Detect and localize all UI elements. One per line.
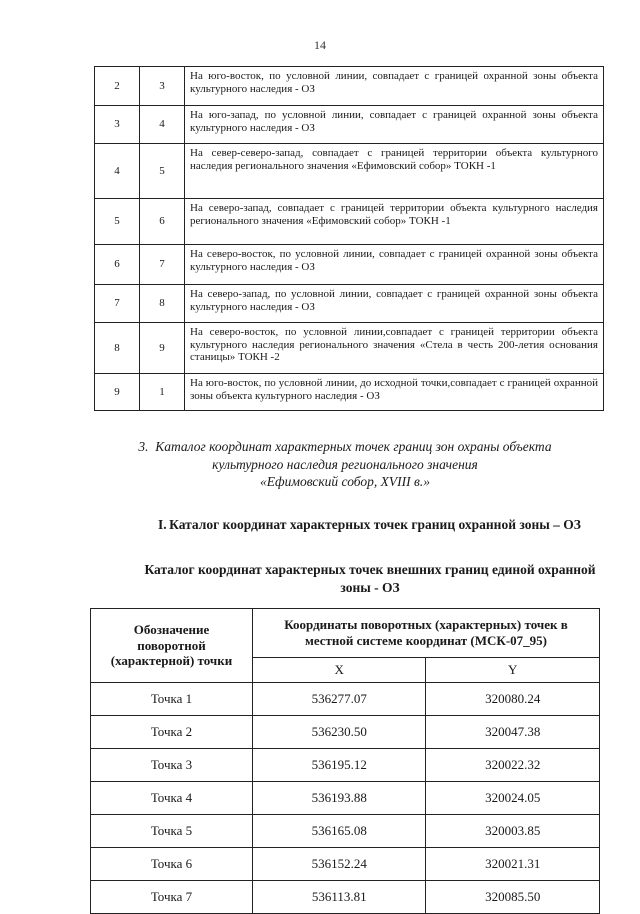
table-row [91, 848, 600, 881]
point-name: Точка 6 [91, 848, 253, 881]
segment-to: 7 [140, 245, 185, 285]
boundary-segments-table [94, 66, 604, 411]
coord-y: 320003.85 [426, 815, 600, 848]
segment-description: На юго-восток, по условной линии, до исходной точки,совпадает с границей охранной зоны объекта культурного наследия - ОЗ [185, 374, 604, 411]
coord-x: 536193.88 [253, 782, 426, 815]
segment-to: 8 [140, 285, 185, 323]
segment-description: На юго-восток, по условной линии, совпадает с границей охранной зоны объекта культурного наследия - ОЗ [185, 67, 604, 106]
segment-from: 9 [95, 374, 140, 411]
segment-from: 8 [95, 323, 140, 374]
section-title-line: культурного наследия регионального значения [212, 456, 478, 472]
coord-y: 320047.38 [426, 716, 600, 749]
segment-description: На северо-запад, совпадает с границей территории объекта культурного наследия регионального значения «Ефимовский собор» ТОКН -1 [185, 199, 604, 245]
point-name: Точка 4 [91, 782, 253, 815]
table-row [91, 683, 600, 716]
table-row [95, 374, 604, 411]
point-name: Точка 3 [91, 749, 253, 782]
segment-from: 5 [95, 199, 140, 245]
table-row [95, 106, 604, 144]
subsection-number: I. [158, 517, 167, 532]
coord-y: 320021.31 [426, 848, 600, 881]
coord-x: 536152.24 [253, 848, 426, 881]
subsection-heading [150, 516, 600, 534]
segment-from: 3 [95, 106, 140, 144]
segment-description: На север-северо-запад, совпадает с границей территории объекта культурного наследия регионального значения «Ефимовский собор» ТОКН -1 [185, 144, 604, 199]
segment-from: 7 [95, 285, 140, 323]
segment-to: 9 [140, 323, 185, 374]
segment-description: На юго-запад, по условной линии, совпадает с границей охранной зоны объекта культурного наследия - ОЗ [185, 106, 604, 144]
coord-x: 536113.81 [253, 881, 426, 914]
segment-to: 1 [140, 374, 185, 411]
segment-to: 4 [140, 106, 185, 144]
point-name: Точка 2 [91, 716, 253, 749]
coord-y: 320085.50 [426, 881, 600, 914]
segment-to: 6 [140, 199, 185, 245]
coord-y: 320024.05 [426, 782, 600, 815]
segment-to: 5 [140, 144, 185, 199]
point-name: Точка 5 [91, 815, 253, 848]
table-row [91, 716, 600, 749]
column-header-coordinates: Координаты поворотных (характерных) точек в местной системе координат (МСК-07_95) [253, 609, 600, 658]
section-title-line: «Ефимовский собор, XVIII в.» [260, 474, 430, 490]
table-row [95, 144, 604, 199]
section-title-line [90, 438, 600, 456]
column-header-point: Обозначение поворотной (характерной) точки [91, 609, 253, 683]
point-name: Точка 1 [91, 683, 253, 716]
column-header-y: Y [426, 658, 600, 683]
table-row [95, 67, 604, 106]
section-title-text: Каталог координат характерных точек границ зон охраны объекта [155, 439, 552, 454]
table-row [95, 285, 604, 323]
point-name: Точка 7 [91, 881, 253, 914]
section-number: 3. [138, 439, 149, 454]
segment-from: 6 [95, 245, 140, 285]
segment-to: 3 [140, 67, 185, 106]
table-row [95, 245, 604, 285]
table-row [91, 749, 600, 782]
coord-x: 536230.50 [253, 716, 426, 749]
coord-x: 536195.12 [253, 749, 426, 782]
coord-x: 536277.07 [253, 683, 426, 716]
table-row [91, 881, 600, 914]
segment-description: На северо-восток, по условной линии,совпадает с границей территории объекта культурного наследия регионального значения «Стела в честь 200-летия основания станицы» ТОКН -2 [185, 323, 604, 374]
section-title [90, 438, 600, 491]
table-row [91, 782, 600, 815]
coord-x: 536165.08 [253, 815, 426, 848]
coord-y: 320080.24 [426, 683, 600, 716]
segment-from: 2 [95, 67, 140, 106]
subsection-title: Каталог координат характерных точек границ охранной зоны – ОЗ [169, 517, 581, 532]
coordinates-table [90, 608, 600, 914]
table-row [91, 815, 600, 848]
column-header-x: X [253, 658, 426, 683]
segment-description: На северо-восток, по условной линии, совпадает с границей охранной зоны объекта культурного наследия - ОЗ [185, 245, 604, 285]
segment-from: 4 [95, 144, 140, 199]
table-row [95, 199, 604, 245]
coord-y: 320022.32 [426, 749, 600, 782]
page-number: 14 [314, 38, 326, 52]
catalog-heading: Каталог координат характерных точек внешних границ единой охранной зоны - ОЗ [144, 562, 596, 595]
table-row [95, 323, 604, 374]
table-header-row [91, 609, 600, 658]
segment-description: На северо-запад, по условной линии, совпадает с границей охранной зоны объекта культурного наследия - ОЗ [185, 285, 604, 323]
